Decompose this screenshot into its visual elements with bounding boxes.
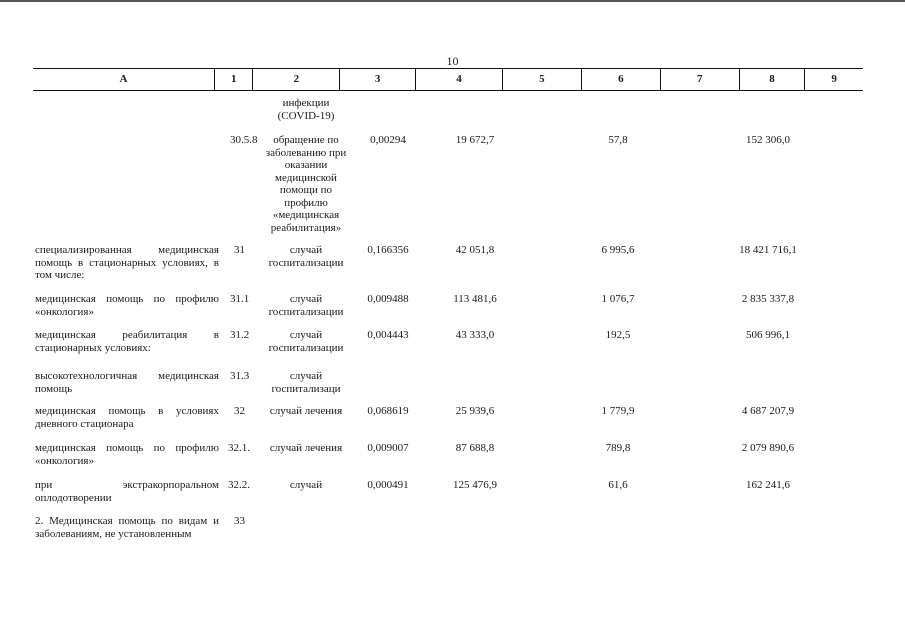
value-cell-3: 0,009007 [367,442,409,454]
value-cell-3: 0,166356 [367,244,409,256]
column-header-a: A [119,73,128,85]
row-label: при экстракорпоральном оплодотворении [35,479,219,504]
value-cell-8: 2 079 890,6 [741,442,795,454]
value-cell-4: 43 333,0 [455,329,495,341]
row-label: медицинская помощь в условиях дневного стационара [35,405,219,430]
column-header-7: 7 [660,69,739,90]
value-cell-3: 0,00294 [370,134,406,146]
value-cell-3: 0,000491 [367,479,409,491]
unit-cell: случай [289,479,323,491]
row-label: высокотехнологичная медицинская помощь [35,370,219,395]
value-cell-3: 0,009488 [367,293,409,305]
value-cell-4: 87 688,8 [455,442,495,454]
value-cell-4: 125 476,9 [453,479,497,491]
page-top-edge [0,0,905,2]
code-cell: 32 [234,405,245,417]
unit-cell: случай госпитализаци [271,370,341,395]
value-cell-8: 18 421 716,1 [739,244,797,256]
value-cell-8: 152 306,0 [746,134,790,146]
value-cell-8: 506 996,1 [746,329,790,341]
value-cell-8: 4 687 207,9 [741,405,795,417]
code-cell: 31.2 [230,329,250,341]
code-cell: 32.2. [228,479,250,491]
column-header-1: 1 [214,69,253,90]
value-cell-3: 0,068619 [367,405,409,417]
value-cell-8: 162 241,6 [746,479,790,491]
value-cell-6: 1 779,9 [601,405,635,417]
code-cell: 31 [234,244,245,256]
row-label: медицинская помощь по профилю «онкология» [35,293,219,318]
column-header-9: 9 [804,69,863,90]
row-label: специализированная медицинская помощь в стационарных условиях, в том числе: [35,244,219,281]
row-label: 2. Медицинская помощь по видам и заболеваниям, не установленным [35,515,219,540]
unit-cell: инфекции (COVID-19) [277,97,335,122]
value-cell-4: 25 939,6 [455,405,495,417]
column-header-6: 6 [581,69,660,90]
code-cell: 31.1 [230,293,250,305]
value-cell-6: 789,8 [605,442,631,454]
value-cell-4: 42 051,8 [455,244,495,256]
code-cell: 32.1. [228,442,250,454]
code-cell: 30.5.8 [230,134,258,146]
unit-cell: случай госпитализации [268,329,344,354]
value-cell-6: 57,8 [608,134,628,146]
value-cell-3: 0,004443 [367,329,409,341]
column-header-5: 5 [502,69,581,90]
unit-cell: случай госпитализации [268,293,344,318]
value-cell-6: 6 995,6 [601,244,635,256]
unit-cell: случай лечения [269,405,343,417]
row-label: медицинская помощь по профилю «онкология» [35,442,219,467]
value-cell-8: 2 835 337,8 [741,293,795,305]
value-cell-6: 1 076,7 [601,293,635,305]
value-cell-6: 61,6 [608,479,628,491]
column-header-3: 3 [339,69,415,90]
unit-cell: случай госпитализации [268,244,344,269]
page-number: 10 [446,54,459,68]
unit-cell: случай лечения [269,442,343,454]
table-header [33,68,863,91]
value-cell-4: 113 481,6 [453,293,497,305]
row-label: медицинская реабилитация в стационарных условиях: [35,329,219,354]
column-header-4: 4 [415,69,502,90]
unit-cell: обращение по заболеванию при оказании медицинской помощи по профилю «медицинская реабилитация» [265,134,347,234]
code-cell: 33 [234,515,245,527]
code-cell: 31.3 [230,370,250,382]
value-cell-6: 192,5 [605,329,631,341]
value-cell-4: 19 672,7 [455,134,495,146]
column-header-8: 8 [739,69,804,90]
column-header-2: 2 [252,69,339,90]
